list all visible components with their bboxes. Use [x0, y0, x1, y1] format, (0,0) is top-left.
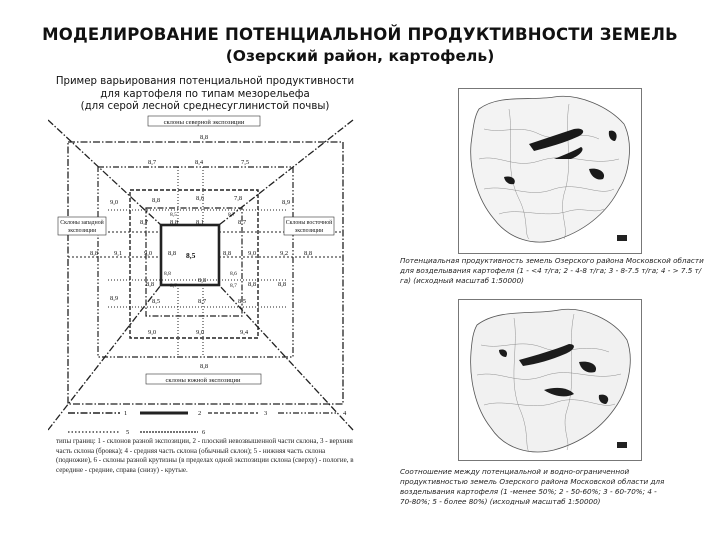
value: 9,0 — [148, 329, 157, 336]
value: 8,7 — [170, 283, 177, 289]
label-east: экспозиции — [294, 228, 324, 234]
diagram-heading-line: для картофеля по типам мезорельефа — [100, 88, 310, 100]
value: 8,5 — [152, 298, 161, 305]
page-title: МОДЕЛИРОВАНИЕ ПОТЕНЦИАЛЬНОЙ ПРОДУКТИВНОСТИ ЗЕМЕЛЬ — [42, 25, 678, 44]
value: 8,8 — [168, 250, 177, 257]
label-north: склоны северной экспозиции — [163, 119, 245, 126]
legend-number: 3 — [264, 410, 268, 417]
map-image — [459, 89, 641, 253]
diagram-heading-line: Пример варьирования потенциальной продуктивности — [55, 76, 355, 87]
value: 8,4 — [195, 159, 204, 166]
value: 8,5 — [170, 212, 177, 218]
value: 8,5 — [238, 298, 247, 305]
value: 8,8 — [146, 281, 155, 288]
legend-number: 4 — [343, 410, 347, 417]
label-east: Склоны восточной — [285, 220, 333, 226]
value: 8,8 — [223, 250, 232, 257]
value: 7,5 — [241, 159, 250, 166]
value: 7,8 — [234, 195, 243, 202]
label-south: склоны южной экспозиции — [165, 377, 241, 384]
value: 8,6 — [230, 271, 237, 277]
value: 8,8 — [278, 281, 287, 288]
page-subtitle: (Озерский район, картофель) — [225, 47, 495, 65]
map1-caption: Потенциальная продуктивность земель Озерского района Московской области для возделывания картофеля (1 - <4 т/га; 2 - 4-8 т/га; 3 - 8-7.5 т/га; 4 - > 7.5 т/га) (исходный масштаб 1:50000) — [400, 256, 704, 285]
value: 9,0 — [144, 250, 153, 257]
legend-number: 6 — [202, 429, 206, 436]
value: 8,8 — [304, 250, 313, 257]
value: 9,1 — [114, 250, 123, 257]
value: 8,8 — [90, 250, 99, 257]
value: 9,4 — [240, 329, 249, 336]
value: 9,2 — [280, 250, 289, 257]
label-west: экспозиции — [67, 228, 97, 234]
diagram-heading — [40, 76, 370, 114]
value: 9,0 — [196, 329, 205, 336]
value: 8,1 — [196, 219, 205, 226]
productivity-map — [458, 88, 642, 254]
value: 8,7 — [230, 283, 237, 289]
legend-number: 1 — [124, 410, 128, 417]
water-limited-map — [458, 299, 642, 461]
legend-number: 2 — [198, 410, 202, 417]
diagram-heading-line: (для серой лесной среднесуглинистой почвы) — [80, 101, 330, 112]
value: 8,8 — [200, 134, 209, 141]
value: 8,7 — [198, 298, 207, 305]
value: 8,8 — [170, 219, 179, 226]
value: 8,9 — [110, 295, 119, 302]
mesorelief-diagram — [48, 112, 358, 436]
map-image — [459, 300, 641, 460]
value: 8,8 — [164, 271, 171, 277]
value: 9,0 — [110, 199, 119, 206]
value: 8,8 — [248, 281, 257, 288]
value: 8,7 — [238, 219, 247, 226]
legend-description: типы границ: 1 - склонов разной экспозиции, 2 - плоский невозвышенной части склона, 3 - верхняя часть склона (бровка); 4 - средняя часть склона (обычный склон); 5 - нижняя часть склона (подножие), 6 - склоны разной крутизны (в пределах одной экспозиции склона (сверху) - пологие, в середине - средние, справа (снизу) - крутые. — [56, 437, 354, 474]
center-value: 8,5 — [186, 251, 196, 260]
value: 8,8 — [198, 277, 207, 284]
value: 8,8 — [200, 363, 209, 370]
value: 8,7 — [140, 219, 149, 226]
value: 8,9 — [282, 199, 291, 206]
label-west: Склоны западной — [60, 220, 104, 226]
legend-number: 5 — [126, 429, 130, 436]
value: 8,6 — [196, 195, 205, 202]
value: 8,8 — [152, 197, 161, 204]
map2-caption: Соотношение между потенциальной и водно-ограниченной продуктивностью земель Озерского района Московской области для возделывания картофеля (1 -менее 50%; 2 - 50-60%; 3 - 60-70%; 4 - 70-80%; 5 - более 80%) (исходный масштаб 1:50000) — [400, 467, 665, 506]
value: 8,7 — [228, 212, 235, 218]
value: 9,0 — [248, 250, 257, 257]
value: 8,7 — [148, 159, 157, 166]
